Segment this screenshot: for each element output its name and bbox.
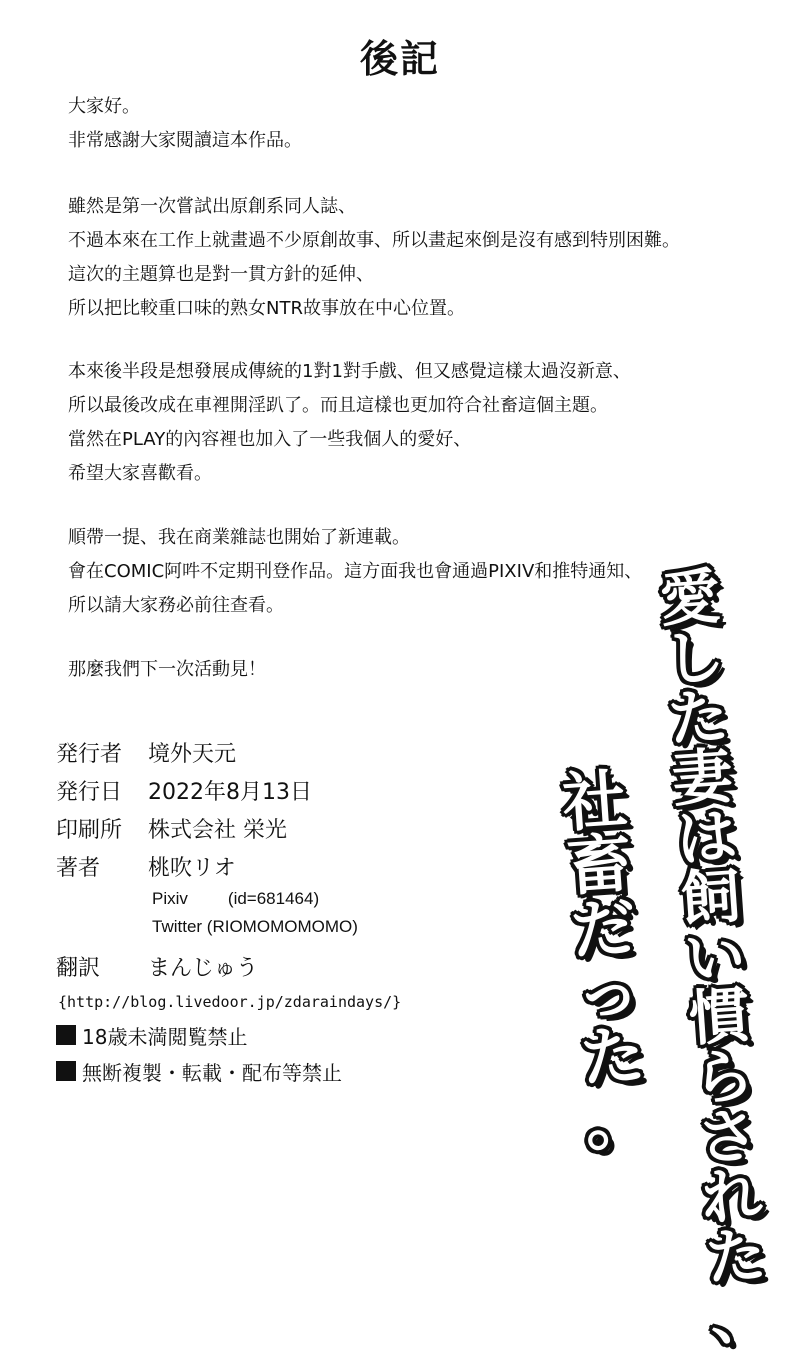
logo-char: た — [703, 1220, 769, 1295]
paragraph-story — [68, 355, 631, 491]
author-label: 著者 — [56, 855, 101, 881]
notice-age-restriction — [56, 1017, 401, 1053]
paragraph-serial — [68, 521, 642, 623]
logo-char: た — [578, 1018, 648, 1097]
paragraph-original-work — [68, 190, 680, 326]
pixiv-value: (id=681464) — [227, 889, 320, 908]
blog-url: {http://blog.livedoor.jp/zdaraindays/} — [58, 993, 402, 1011]
colophon — [56, 733, 401, 1089]
translator-value: まんじゅう — [148, 955, 259, 981]
colophon-publisher — [56, 733, 401, 771]
logo-char: 愛 — [657, 561, 723, 636]
logo-char: さ — [695, 1100, 760, 1175]
text-line: 所以把比較重口味的熟女NTR故事放在中心位置。 — [68, 298, 465, 319]
black-square-icon — [56, 1025, 76, 1045]
translator-label: 翻訳 — [56, 955, 101, 981]
logo-char: っ — [573, 954, 643, 1034]
colophon-author — [56, 847, 401, 885]
text-line: 所以最後改成在車裡開淫趴了。而且這樣也更加符合社畜這個主題。 — [68, 395, 608, 416]
twitter-value: (RIOMOMOMOMO) — [206, 917, 358, 936]
colophon-printer — [56, 809, 401, 847]
publisher-label: 発行者 — [56, 741, 123, 767]
text-line: 這次的主題算也是對一貫方針的延伸、 — [68, 264, 374, 285]
twitter-line — [56, 913, 401, 941]
text-line: 不過本來在工作上就畫過不少原創故事、所以畫起來倒是沒有感到特別困難。 — [68, 230, 680, 251]
notice-text: 無断複製・転載・配布等禁止 — [82, 1060, 342, 1085]
logo-char: し — [661, 621, 727, 696]
date-label: 発行日 — [56, 779, 123, 805]
logo-char: 飼 — [678, 861, 744, 936]
text-line: 會在COMIC阿吽不定期刊登作品。這方面我也會通過PIXIV和推特通知、 — [68, 561, 643, 582]
logo-char: ら — [691, 1040, 756, 1115]
page-title: 後記 — [359, 37, 440, 81]
logo-char: い — [682, 920, 748, 996]
pixiv-label: Pixiv — [152, 889, 188, 908]
logo-char: れ — [699, 1160, 765, 1235]
text-line: 非常感謝大家閱讀這本作品。 — [68, 130, 302, 151]
author-value: 桃吹リオ — [148, 855, 236, 881]
twitter-label: Twitter — [152, 917, 203, 936]
text-line: 順帶一提、我在商業雜誌也開始了新連載。 — [68, 527, 410, 548]
text-line: 那麼我們下一次活動見！ — [68, 659, 266, 680]
notice-text: 18歳未満閲覧禁止 — [82, 1024, 248, 1049]
text-line: 大家好。 — [68, 96, 140, 117]
text-line: 希望大家喜歡看。 — [68, 463, 212, 484]
logo-char: 畜 — [564, 827, 634, 906]
text-line: 雖然是第一次嘗試出原創系同人誌、 — [68, 196, 356, 217]
logo-char: 、 — [707, 1280, 773, 1355]
logo-char: 。 — [582, 1082, 652, 1161]
text-line: 當然在PLAY的內容裡也加入了一些我個人的愛好、 — [68, 429, 472, 450]
logo-char: は — [674, 801, 739, 876]
colophon-translator — [56, 947, 401, 985]
logo-char: 社 — [560, 763, 630, 842]
paragraph-closing — [68, 653, 266, 687]
logo-char: だ — [569, 890, 639, 970]
logo-char: た — [665, 681, 731, 756]
pixiv-line — [56, 885, 401, 913]
logo-char: 慣 — [686, 980, 752, 1055]
paragraph-greeting — [68, 90, 302, 158]
notice-no-reproduction — [56, 1053, 401, 1089]
publisher-value: 境外天元 — [148, 741, 237, 767]
text-line: 所以請大家務必前往查看。 — [68, 595, 284, 616]
printer-label: 印刷所 — [56, 817, 123, 843]
printer-value: 株式会社 栄光 — [148, 817, 287, 843]
black-square-icon — [56, 1061, 76, 1081]
colophon-date — [56, 771, 401, 809]
logo-char: 妻 — [670, 741, 735, 816]
date-value: 2022年8月13日 — [148, 779, 312, 805]
text-line: 本來後半段是想發展成傳統的1對1對手戲、但又感覺這樣太過沒新意、 — [68, 361, 631, 382]
